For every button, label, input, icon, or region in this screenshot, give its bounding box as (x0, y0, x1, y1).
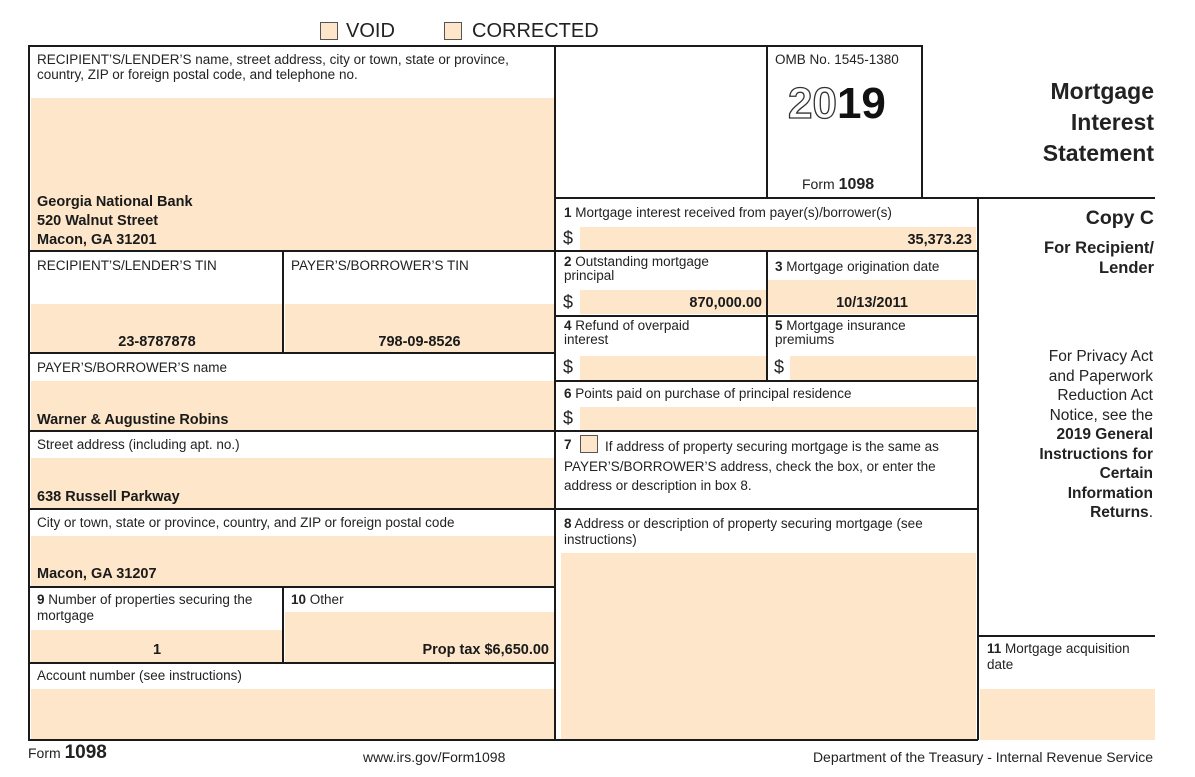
box5-field[interactable] (790, 356, 976, 380)
row-line-315 (554, 315, 978, 317)
box7-num: 7 (564, 437, 572, 452)
top-border (28, 45, 922, 47)
box1-value: 35,373.23 (907, 232, 972, 248)
box7-label: If address of property securing mortgage is the same as PAYER’S/BORROWER’S address, check the box, or enter the address or description in box 8. (564, 439, 939, 493)
box2-dollar: $ (563, 292, 574, 312)
recipient-tin-label: RECIPIENT’S/LENDER’S TIN (37, 258, 217, 273)
recipient-street: 520 Walnut Street (37, 213, 159, 229)
privacy-notice: For Privacy Act and Paperwork Reduction Act Notice, see the 2019 General Instructions for Certain Information Returns. (1039, 348, 1153, 521)
row-line-250 (28, 250, 978, 252)
box11-field[interactable] (980, 689, 1155, 740)
recipient-name: Georgia National Bank (37, 194, 193, 210)
box5-label: 5 Mortgage insurance premiums (775, 318, 906, 347)
department-line: Department of the Treasury - Internal Revenue Service (812, 749, 1153, 765)
corrected-checkbox[interactable] (444, 22, 462, 40)
row-line-586 (28, 586, 555, 588)
payer-tin-label: PAYER’S/BORROWER’S TIN (291, 258, 469, 273)
box8-label: 8 Address or description of property securing mortgage (see instructions) (564, 516, 923, 547)
payer-name-label: PAYER’S/BORROWER’S name (37, 360, 228, 375)
box9-label: 9 Number of properties securing the mortgage (37, 592, 253, 623)
box11-top-line (977, 635, 1155, 637)
box3-value: 10/13/2011 (836, 295, 908, 311)
box10-label: 10 Other (291, 592, 344, 607)
box1-dollar: $ (563, 228, 574, 248)
omb-divider-left (766, 45, 768, 198)
row-line-352 (28, 352, 555, 354)
void-checkbox[interactable] (320, 22, 338, 40)
title-line2: Interest (1070, 109, 1154, 135)
irs-url[interactable]: www.irs.gov/Form1098 (363, 749, 506, 765)
box5-dollar: $ (774, 357, 785, 377)
box4-label: 4 Refund of overpaid interest (564, 318, 690, 347)
payer-city-label: City or town, state or province, country, and ZIP or foreign postal code (37, 515, 455, 530)
row-line-508 (28, 508, 978, 510)
payer-city: Macon, GA 31207 (37, 566, 157, 582)
form-id-top (802, 176, 874, 194)
left-border (28, 45, 30, 740)
omb-divider-right (921, 45, 923, 198)
recipient-tin: 23-8787878 (118, 334, 196, 350)
box9-value: 1 (152, 642, 162, 658)
copy-title: Copy C (1085, 207, 1154, 229)
row-line-662 (28, 662, 555, 664)
box4-dollar: $ (563, 357, 574, 377)
omb-number: OMB No. 1545-1380 (775, 52, 899, 67)
form-id-bottom: Form 1098 (28, 742, 107, 763)
box6-dollar: $ (563, 408, 574, 428)
recipient-label: RECIPIENT’S/LENDER’S name, street address, city or town, state or province, country, ZIP or foreign postal code, and telephone no. (37, 52, 509, 82)
account-number-label: Account number (see instructions) (37, 668, 242, 683)
box1-top-line (554, 197, 1155, 199)
title-line3: Statement (1042, 140, 1154, 166)
row-line-430 (28, 430, 978, 432)
tax-year (788, 80, 886, 128)
box6-label: 6 Points paid on purchase of principal residence (564, 386, 852, 401)
corrected-label: CORRECTED (472, 20, 599, 42)
form-title (980, 76, 1154, 169)
title-line1: Mortgage (1050, 78, 1154, 104)
box6-field[interactable] (580, 407, 976, 430)
tax-year-prefix: 20 (788, 79, 837, 128)
account-number-field[interactable] (31, 689, 554, 740)
form-number-top: 1098 (838, 176, 875, 193)
box4-field[interactable] (580, 356, 766, 380)
bottom-border (28, 739, 978, 741)
box2-value: 870,000.00 (689, 295, 762, 311)
copy-subtitle: For Recipient/ Lender (1043, 239, 1154, 277)
right-divider (977, 197, 979, 740)
box1-label: 1 Mortgage interest received from payer(s)/borrower(s) (564, 205, 892, 220)
payer-name: Warner & Augustine Robins (37, 412, 229, 428)
box2-label: 2 Outstanding mortgage principal (564, 254, 709, 283)
tax-year-suffix: 19 (836, 79, 886, 128)
recipient-city: Macon, GA 31201 (37, 232, 157, 248)
box8-field[interactable] (561, 553, 976, 740)
row-line-380 (554, 380, 978, 382)
void-label: VOID (346, 20, 395, 42)
payer-street-label: Street address (including apt. no.) (37, 437, 240, 452)
box3-label: 3 Mortgage origination date (775, 259, 940, 274)
payer-tin: 798-09-8526 (378, 334, 461, 350)
center-divider (554, 45, 556, 740)
box10-value: Prop tax $6,650.00 (422, 642, 549, 658)
form-word-top: Form (802, 176, 835, 192)
payer-street: 638 Russell Parkway (37, 489, 180, 505)
box11-label: 11 Mortgage acquisition date (987, 641, 1130, 672)
